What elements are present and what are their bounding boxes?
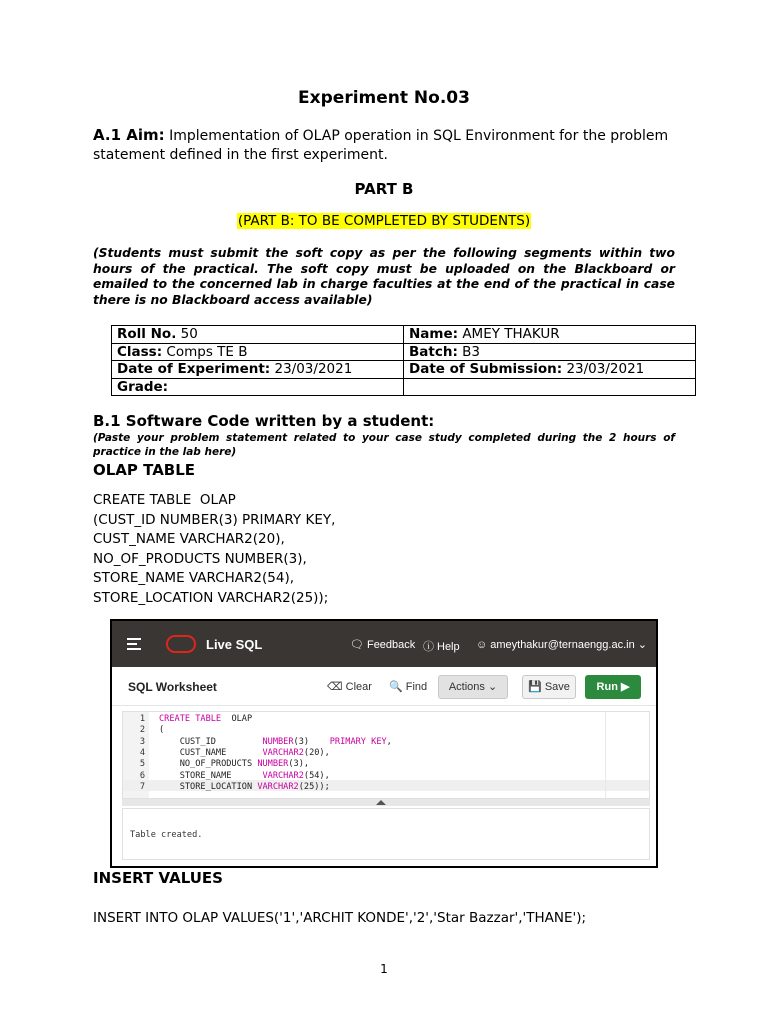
code-text: OLAP [221,714,253,724]
editor-line [159,725,164,736]
type-keyword: VARCHAR2 [257,781,299,792]
roll-cell [112,326,404,344]
line-number: 6 [139,770,145,781]
pane-splitter-handle[interactable] [122,799,650,806]
aim-text: Implementation of OLAP operation in SQL Environment for the problem statement defined in the first experiment. [93,128,669,163]
doe-value: 23/03/2021 [270,361,353,378]
play-circle-icon: ▶ [620,681,630,693]
user-menu[interactable] [476,638,647,651]
table-row [112,343,696,361]
app-topbar [112,621,656,667]
name-value: AMEY THAKUR [458,326,560,343]
aim-label: A.1 Aim: [93,126,165,144]
type-keyword: VARCHAR2 [262,747,304,758]
live-sql-screenshot [110,619,658,868]
type-keyword: VARCHAR2 [262,770,304,781]
code-line: CREATE TABLE OLAP [93,492,236,508]
table-row [112,326,696,344]
code-text: STORE_LOCATION [159,781,258,792]
user-icon: ☺ [476,639,488,651]
result-message: Table created. [130,830,203,840]
code-line: (CUST_ID NUMBER(3) PRIMARY KEY, [93,511,336,528]
worksheet-toolbar [112,667,656,706]
help-link[interactable] [423,638,460,654]
run-button[interactable] [585,675,641,699]
code-text: CUST_NAME [159,747,263,758]
type-keyword: NUMBER [262,736,294,747]
code-line: STORE_NAME VARCHAR2(54), [93,570,295,586]
worksheet-title: SQL Worksheet [128,680,217,694]
code-text: STORE_NAME [159,770,263,781]
actions-label: Actions [448,681,485,693]
results-pane [122,808,650,860]
editor-line [159,759,309,770]
clear-label: Clear [345,681,372,693]
class-label: Class: [117,343,163,360]
actions-button[interactable] [438,675,508,699]
question-circle-icon: ⓘ [423,641,434,653]
oracle-logo-icon [166,635,196,653]
aim-paragraph [93,126,683,165]
line-number: 5 [139,759,145,770]
code-line: CUST_NAME VARCHAR2(20), [93,531,285,547]
name-cell [404,326,696,344]
grade-empty-cell [404,378,696,396]
line-number: 2 [139,725,145,736]
part-b-heading: PART B [354,180,414,198]
line-number: 3 [139,736,145,747]
editor-line [159,714,252,725]
page-title: Experiment No.03 [298,88,470,108]
user-email: ameythakur@ternaengg.ac.in [490,639,635,651]
page-number: 1 [380,962,388,976]
help-label: Help [437,641,460,653]
line-number: 4 [139,747,145,758]
code-text: NO_OF_PRODUCTS [159,759,258,770]
sql-editor[interactable] [122,711,650,799]
dos-value: 23/03/2021 [562,361,645,378]
feedback-link[interactable] [350,638,415,651]
editor-line [159,748,330,759]
doe-label: Date of Experiment: [117,361,271,378]
caret-up-icon [376,800,386,805]
code-line: STORE_LOCATION VARCHAR2(25)); [93,589,329,606]
clear-button[interactable] [327,680,372,693]
students-instructions: (Students must submit the soft copy as per the following segments within two hours of the practical. The soft copy must be uploaded on the Blackboard or emailed to the concerned lab in charge faculties at the end of the practical in case there is no Blackboard access available) [93,246,675,307]
code-text: , [386,736,392,747]
part-b-note [0,213,768,229]
roll-label: Roll No. [117,326,177,343]
name-label: Name: [409,326,459,343]
table-row [112,361,696,379]
keyword: CREATE TABLE [159,714,222,724]
eraser-icon: ⌫ [327,681,343,693]
find-label: Find [405,681,428,693]
find-button[interactable] [389,680,427,693]
editor-margin [605,712,606,798]
batch-label: Batch: [409,343,458,360]
line-number: 1 [139,714,145,724]
editor-line [159,737,392,748]
chevron-down-icon: ⌄ [487,681,498,693]
save-icon: 💾 [528,681,542,693]
student-info-table [111,325,696,396]
code-text: (54), [303,770,330,781]
code-text: (20), [303,747,330,758]
save-button[interactable] [522,675,576,699]
olap-table-heading: OLAP TABLE [93,461,196,479]
code-text: (3), [288,759,310,770]
save-label: Save [544,681,570,693]
type-keyword: NUMBER [257,759,289,770]
speech-bubble-icon: 🗨 [350,639,364,651]
create-table-code [93,491,335,608]
app-brand: Live SQL [206,637,263,652]
keyword: PRIMARY KEY [329,736,387,747]
editor-line [159,782,330,793]
batch-value: B3 [457,343,481,360]
chevron-down-icon: ⌄ [637,639,647,651]
batch-cell [404,343,696,361]
dos-label: Date of Submission: [409,361,563,378]
part-b-note-highlight: (PART B: TO BE COMPLETED BY STUDENTS) [237,213,531,229]
code-text: ( [159,725,165,736]
line-number: 7 [139,781,145,792]
code-line: NO_OF_PRODUCTS NUMBER(3), [93,550,307,567]
table-row [112,378,696,396]
doe-cell [112,361,404,379]
code-text: CUST_ID [159,736,263,747]
editor-line [159,771,330,782]
code-text: (3) [293,736,330,747]
b1-note: (Paste your problem statement related to your case study completed during the 2 hours of practice in the lab here) [93,432,675,458]
feedback-label: Feedback [366,639,416,651]
code-text: (25)); [298,781,330,792]
run-label: Run [596,681,618,693]
insert-code-line: INSERT INTO OLAP VALUES('1','ARCHIT KONDE','2','Star Bazzar','THANE'); [93,910,587,926]
search-icon: 🔍 [389,681,403,693]
b1-heading: B.1 Software Code written by a student: [93,412,435,430]
insert-values-heading: INSERT VALUES [93,869,223,887]
dos-cell [404,361,696,379]
grade-cell [112,378,404,396]
class-cell [112,343,404,361]
roll-value: 50 [176,326,198,343]
class-value: Comps TE B [162,343,248,360]
hamburger-menu-icon[interactable] [127,638,141,653]
grade-label: Grade: [117,378,169,395]
